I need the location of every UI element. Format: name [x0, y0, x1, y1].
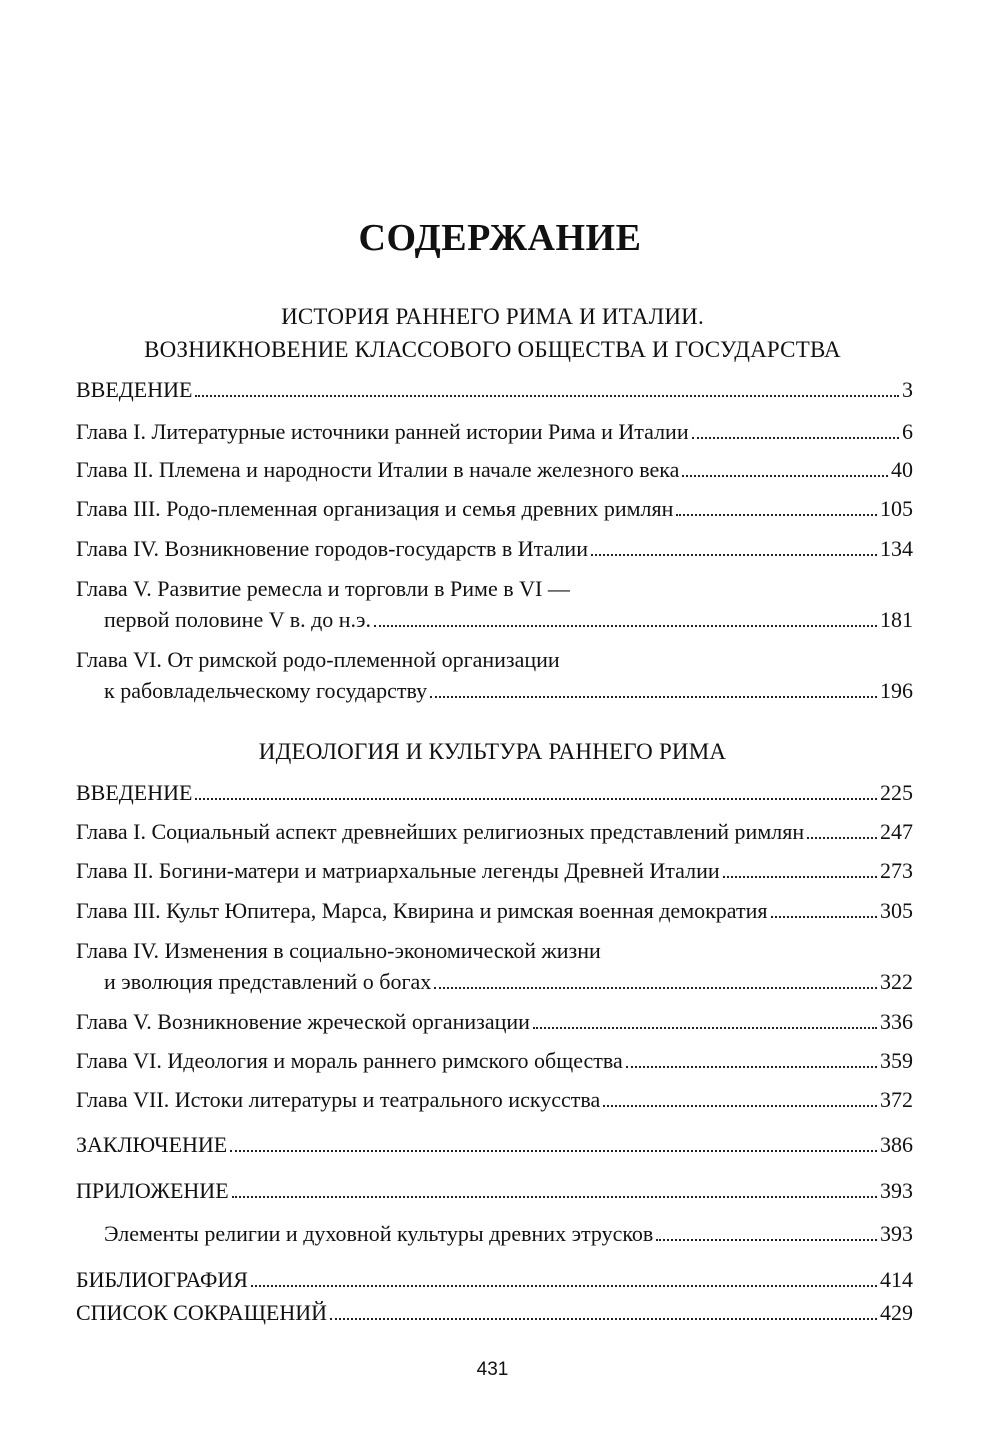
- toc-entry-page: 429: [880, 1300, 913, 1325]
- page-title: СОДЕРЖАНИЕ: [358, 217, 642, 259]
- toc-entry-label: Глава IV. Возникновение городов-государств в Италии: [76, 536, 588, 561]
- toc-entry-page: 322: [880, 969, 913, 994]
- toc-entry-page: 386: [880, 1132, 913, 1157]
- part2-heading: ИДЕОЛОГИЯ И КУЛЬТУРА РАННЕГО РИМА: [258, 739, 727, 764]
- toc-entry: [76, 1299, 913, 1327]
- toc-entry: [76, 1177, 913, 1205]
- dot-leader: [723, 876, 877, 878]
- toc-entry-page: 6: [902, 419, 913, 444]
- toc-entry: [76, 779, 913, 807]
- toc-entry-label: Глава II. Богини-матери и матриархальные легенды Древней Италии: [76, 858, 720, 883]
- dot-leader: [434, 987, 877, 989]
- dot-leader: [591, 554, 877, 556]
- toc-entry-label: ЗАКЛЮЧЕНИЕ: [76, 1132, 228, 1157]
- toc-entry-page: 247: [880, 819, 913, 844]
- toc-entry: [76, 1266, 913, 1294]
- toc-entry: [76, 1008, 913, 1036]
- toc-entry-label: ВВЕДЕНИЕ: [76, 377, 193, 402]
- dot-leader: [603, 1105, 877, 1107]
- toc-entry-label: Элементы религии и духовной культуры древних этрусков: [104, 1221, 654, 1246]
- toc-entry-label: Глава VI. Идеология и мораль раннего римского общества: [76, 1048, 623, 1073]
- toc-entry: [76, 818, 913, 846]
- page-number: 431: [476, 1359, 509, 1380]
- toc-entry-label-line1: Глава V. Развитие ремесла и торговли в Риме в VI —: [76, 576, 570, 601]
- toc-entry-page: 225: [880, 780, 913, 805]
- toc-entry-label: ВВЕДЕНИЕ: [76, 780, 193, 805]
- toc-entry-page: 273: [880, 858, 913, 883]
- toc-entry-label-line2: и эволюция представлений о богах: [104, 969, 432, 994]
- toc-entry-label: ПРИЛОЖЕНИЕ: [76, 1178, 229, 1203]
- part1-heading-line2: ВОЗНИКНОВЕНИЕ КЛАССОВОГО ОБЩЕСТВА И ГОСУДАРСТВА: [144, 337, 841, 362]
- toc-entry-label: Глава I. Литературные источники ранней истории Рима и Италии: [76, 419, 689, 444]
- toc-entry: [76, 1086, 913, 1114]
- toc-entry-page: 336: [880, 1009, 913, 1034]
- toc-entry-page: 414: [880, 1267, 913, 1292]
- toc-entry: [76, 456, 913, 484]
- toc-entry: [104, 677, 913, 705]
- dot-leader: [676, 514, 877, 516]
- toc-entry-label: Глава II. Племена и народности Италии в начале железного века: [76, 457, 680, 482]
- dot-leader: [195, 798, 877, 800]
- toc-entry-page: 393: [880, 1221, 913, 1246]
- toc-entry-label: Глава VII. Истоки литературы и театрального искусства: [76, 1087, 601, 1112]
- toc-entry-page: 134: [880, 536, 913, 561]
- toc-entry-page: 181: [880, 607, 913, 632]
- toc-entry-page: 305: [880, 898, 913, 923]
- dot-leader: [230, 1150, 877, 1152]
- toc-entry-page: 359: [880, 1048, 913, 1073]
- toc-entry-label: Глава I. Социальный аспект древнейших религиозных представлений римлян: [76, 819, 805, 844]
- dot-leader: [330, 1318, 877, 1320]
- part1-heading-line1: ИСТОРИЯ РАННЕГО РИМА И ИТАЛИИ.: [281, 304, 704, 329]
- toc-entry-page: 393: [880, 1178, 913, 1203]
- toc-entry-label: Глава III. Культ Юпитера, Марса, Квирина и римская военная демократия: [76, 898, 768, 923]
- toc-entry: [76, 376, 913, 404]
- toc-entry-page: 105: [880, 496, 913, 521]
- dot-leader: [656, 1239, 877, 1241]
- dot-leader: [626, 1066, 877, 1068]
- dot-leader: [682, 475, 888, 477]
- toc-entry: [104, 968, 913, 996]
- dot-leader: [771, 916, 877, 918]
- toc-entry-label-line2: к рабовладельческому государству: [104, 678, 428, 703]
- toc-entry-page: 372: [880, 1087, 913, 1112]
- toc-entry: [76, 1047, 913, 1075]
- dot-leader: [251, 1285, 877, 1287]
- dot-leader: [374, 625, 877, 627]
- toc-entry-label: БИБЛИОГРАФИЯ: [76, 1267, 248, 1292]
- toc-entry-page: 3: [902, 377, 913, 402]
- toc-entry: [104, 1220, 913, 1248]
- dot-leader: [195, 395, 899, 397]
- dot-leader: [232, 1196, 877, 1198]
- toc-entry: [76, 495, 913, 523]
- toc-entry: [104, 606, 913, 634]
- toc-entry-page: 40: [891, 457, 913, 482]
- toc-entry: [76, 535, 913, 563]
- dot-leader: [533, 1027, 877, 1029]
- toc-entry-label-line1: Глава IV. Изменения в социально-экономической жизни: [76, 938, 601, 963]
- toc-entry: [76, 418, 913, 446]
- dot-leader: [807, 837, 877, 839]
- toc-entry-label: Глава III. Родо-племенная организация и семья древних римлян: [76, 496, 674, 521]
- toc-entry-label-line2: первой половине V в. до н.э.: [104, 607, 371, 632]
- toc-entry-label: Глава V. Возникновение жреческой организации: [76, 1009, 530, 1034]
- toc-entry-label-line1: Глава VI. От римской родо-племенной организации: [76, 647, 560, 672]
- toc-entry: [76, 857, 913, 885]
- dot-leader: [430, 696, 877, 698]
- toc-entry-page: 196: [880, 678, 913, 703]
- dot-leader: [692, 437, 899, 439]
- toc-entry-label: СПИСОК СОКРАЩЕНИЙ: [76, 1300, 328, 1325]
- toc-entry: [76, 1131, 913, 1159]
- toc-entry: [76, 897, 913, 925]
